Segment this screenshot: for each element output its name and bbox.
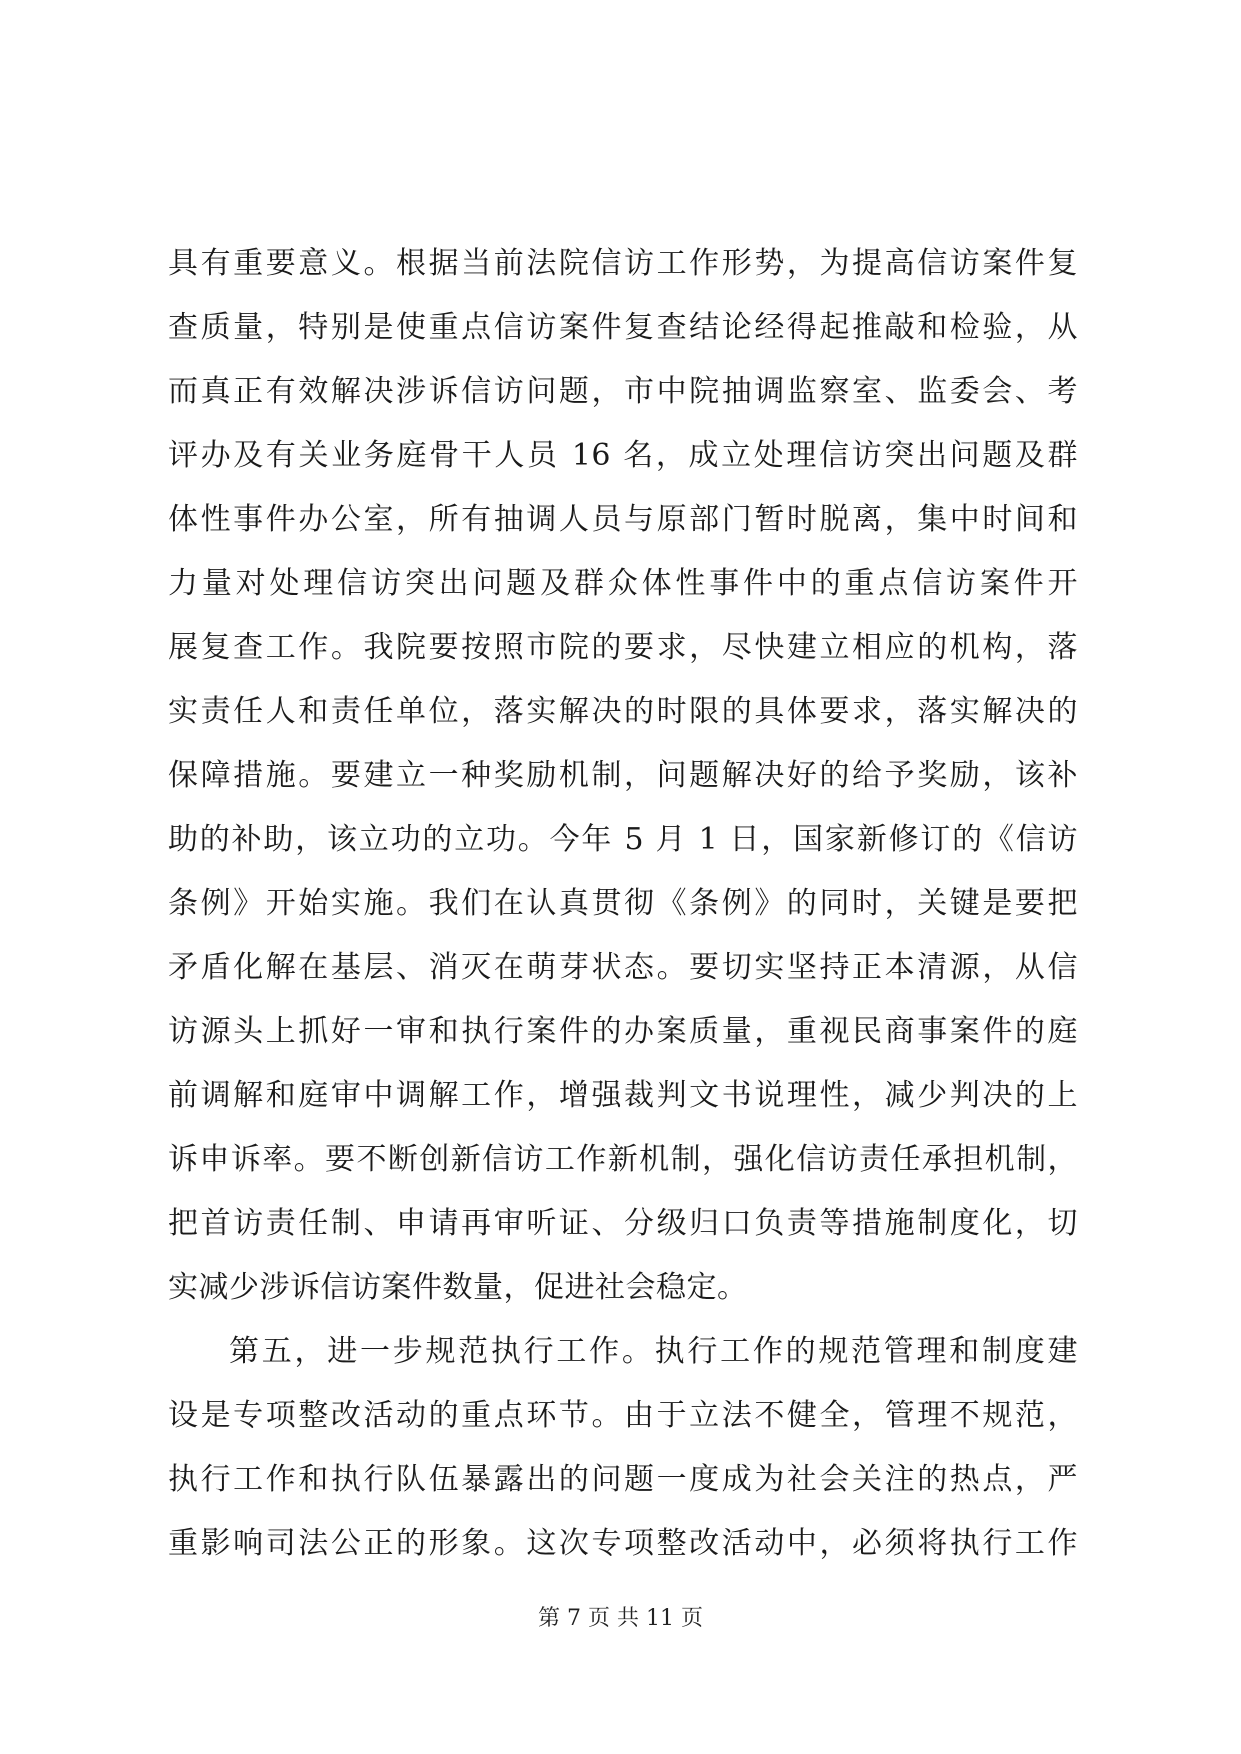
- text-line: 体性事件办公室，所有抽调人员与原部门暂时脱离，集中时间和: [168, 502, 1078, 537]
- text-line: 助的补助，该立功的立功。今年 5 月 1 日，国家新修订的《信访: [168, 822, 1078, 857]
- text-line: 第五，进一步规范执行工作。执行工作的规范管理和制度建: [229, 1334, 1078, 1369]
- text-line: 前调解和庭审中调解工作，增强裁判文书说理性，减少判决的上: [168, 1078, 1078, 1113]
- text-line: 保障措施。要建立一种奖励机制，问题解决好的给予奖励，该补: [168, 758, 1078, 793]
- paragraph: [168, 232, 1078, 1320]
- text-line: 而真正有效解决涉诉信访问题，市中院抽调监察室、监委会、考: [168, 374, 1078, 409]
- page-number: 第 7 页 共 11 页: [538, 1606, 703, 1631]
- text-line: 访源头上抓好一审和执行案件的办案质量，重视民商事案件的庭: [168, 1014, 1078, 1049]
- text-line: 矛盾化解在基层、消灭在萌芽状态。要切实坚持正本清源，从信: [168, 950, 1078, 985]
- text-line: 查质量，特别是使重点信访案件复查结论经得起推敲和检验，从: [168, 310, 1078, 345]
- text-line: 展复查工作。我院要按照市院的要求，尽快建立相应的机构，落: [168, 630, 1078, 665]
- text-line: 把首访责任制、申请再审听证、分级归口负责等措施制度化，切: [168, 1206, 1078, 1241]
- paragraph: [168, 1320, 1078, 1576]
- text-line: 诉申诉率。要不断创新信访工作新机制，强化信访责任承担机制，: [168, 1142, 1078, 1177]
- text-line: 重影响司法公正的形象。这次专项整改活动中，必须将执行工作: [168, 1526, 1078, 1561]
- text-line: 执行工作和执行队伍暴露出的问题一度成为社会关注的热点，严: [168, 1462, 1078, 1497]
- text-line: 实责任人和责任单位，落实解决的时限的具体要求，落实解决的: [168, 694, 1078, 729]
- text-line: 力量对处理信访突出问题及群众体性事件中的重点信访案件开: [168, 566, 1078, 601]
- text-line: 具有重要意义。根据当前法院信访工作形势，为提高信访案件复: [168, 246, 1078, 281]
- text-line: 评办及有关业务庭骨干人员 16 名，成立处理信访突出问题及群: [168, 438, 1078, 473]
- page-footer: [0, 1604, 1241, 1634]
- text-line: 实减少涉诉信访案件数量，促进社会稳定。: [168, 1270, 748, 1305]
- text-line: 设是专项整改活动的重点环节。由于立法不健全，管理不规范，: [168, 1398, 1078, 1433]
- body-text: [168, 232, 1078, 1576]
- text-line: 条例》开始实施。我们在认真贯彻《条例》的同时，关键是要把: [168, 886, 1078, 921]
